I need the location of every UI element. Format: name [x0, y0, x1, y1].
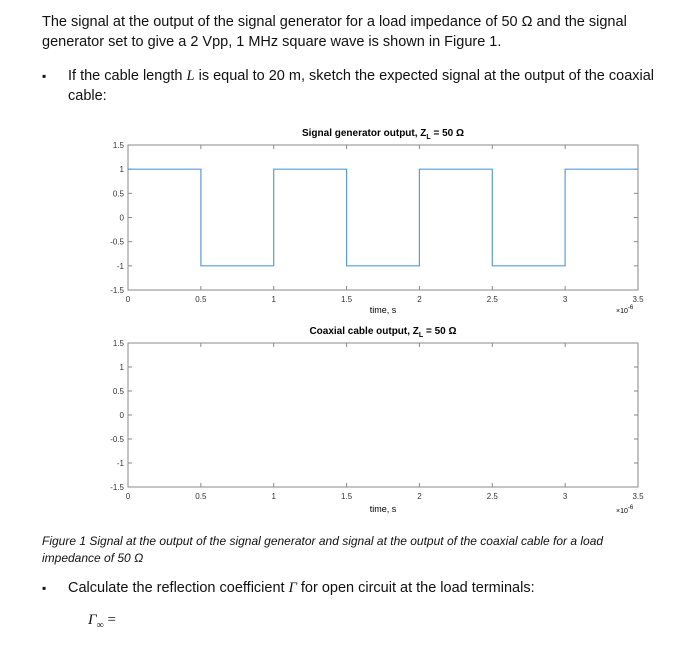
- y-tick-label: -0.5: [110, 237, 124, 247]
- y-tick-label: 1: [119, 165, 124, 175]
- y-tick-label: 1: [119, 363, 124, 372]
- y-tick-label: -1: [116, 261, 124, 271]
- x-tick-label: 0: [125, 295, 131, 304]
- intro-paragraph: The signal at the output of the signal generator for a load impedance of 50 Ω and the signal generator set to give a 2 Vpp, 1 MHz square wave is shown in Figure 1.: [42, 14, 627, 50]
- chart-signal-generator: [110, 128, 644, 315]
- y-tick-label: 1.5: [112, 141, 124, 150]
- y-tick-label: 0.5: [112, 189, 124, 199]
- y-tick-label: 0: [119, 213, 124, 223]
- x-tick-label: 1.5: [341, 492, 353, 501]
- y-tick-label: -1: [116, 459, 124, 468]
- y-tick-label: -1.5: [110, 483, 124, 492]
- bullet-marker: ▪: [42, 581, 47, 595]
- length-variable: L: [186, 68, 195, 84]
- x-tick-label: 0.5: [195, 492, 207, 501]
- x-tick-label: 2: [417, 492, 422, 501]
- x-tick-label: 3: [562, 295, 568, 304]
- chart-coaxial-output: [110, 326, 644, 515]
- x-tick-label: 1.5: [341, 295, 353, 304]
- x-tick-label: 2.5: [486, 492, 498, 501]
- x-tick-label: 2.5: [486, 295, 498, 304]
- x-axis-label: time, s: [369, 305, 397, 315]
- x-tick-label: 3.5: [632, 492, 644, 501]
- gamma-variable: Γ: [288, 580, 297, 596]
- y-tick-label: -1.5: [110, 286, 124, 295]
- x-tick-label: 3: [562, 492, 568, 501]
- y-tick-label: -0.5: [110, 435, 124, 444]
- plot-area: [128, 145, 638, 290]
- x-tick-label: 1: [271, 492, 276, 501]
- y-tick-label: 0: [119, 411, 124, 420]
- x-exponent: ×10-6: [616, 505, 634, 515]
- x-tick-label: 0.5: [195, 295, 207, 304]
- plot-area: [128, 343, 638, 487]
- bullet-text: Calculate the reflection coefficient Γ for open circuit at the load terminals:: [68, 580, 535, 596]
- x-tick-label: 3.5: [632, 295, 644, 304]
- figure-caption: Figure 1 Signal at the output of the signal generator and signal at the output of the coaxial cable for a load impedance of 50 Ω: [42, 534, 604, 565]
- x-tick-label: 0: [125, 492, 131, 501]
- x-exponent: ×10-6: [616, 305, 634, 315]
- chart-title: Coaxial cable output, $Z_L = 50$ Ω: [309, 326, 457, 339]
- x-axis-label: time, s: [369, 504, 397, 514]
- bullet-text: If the cable length L is equal to 20 m, sketch the expected signal at the output of the coaxial cable:: [68, 68, 655, 104]
- x-tick-label: 1: [271, 295, 276, 304]
- bullet-marker: ▪: [42, 69, 47, 83]
- y-tick-label: 1.5: [112, 339, 124, 348]
- y-tick-label: 0.5: [112, 387, 124, 396]
- x-tick-label: 2: [417, 295, 422, 304]
- reflection-coefficient-equation: $\Gamma_\infty$ =: [88, 612, 116, 631]
- chart-title: Signal generator output, $Z_L = 50$ Ω: [301, 128, 465, 141]
